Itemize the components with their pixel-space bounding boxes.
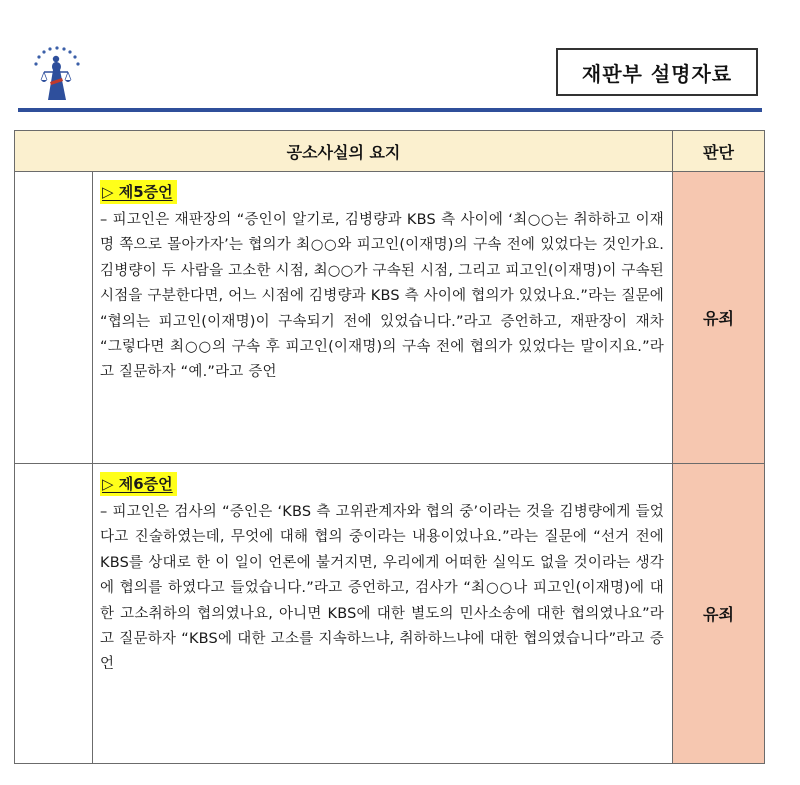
header-divider [18,108,762,112]
verdict-cell: 유죄 [673,172,765,464]
section-title: ▷ 제6증언 [100,472,177,496]
court-emblem-icon [26,42,86,104]
testimony-text: – 피고인은 검사의 “증인은 ‘KBS 측 고위관계자와 협의 중’이라는 것을 김병량에게 들었다고 진술하였는데, 무엇에 대해 협의 중이라는 내용이었나요.”라는 질문에 “선거 전에 KBS를 상대로 한 이 일이 언론에 불거지면, 우리에게 어떠한 실익도 없을 것이라는 생각에 협의를 하였다고 들었습니다.”라고 증언하고, 검사가 “최○○나 피고인(이재명)에 대한 고소취하의 협의였나요, 아니면 KBS에 대한 별도의 민사소송에 대한 협의였나요”라고 질문하자 “KBS에 대한 고소를 지속하느냐, 취하하느냐에 대한 협의였습니다”라고 증언 [100,504,665,673]
document-label-box [556,48,758,96]
table-row [15,172,765,464]
indictment-summary-table [14,130,765,764]
header-summary: 공소사실의 요지 [15,131,673,172]
verdict-cell: 유죄 [673,464,765,764]
header-judgment: 판단 [673,131,765,172]
section-title: ▷ 제5증언 [100,180,177,204]
summary-cell [93,464,673,764]
table-row [15,464,765,764]
testimony-text: – 피고인은 재판장의 “증인이 알기로, 김병량과 KBS 측 사이에 ‘최○○는 취하하고 이재명 쪽으로 몰아가자’는 협의가 최○○와 피고인(이재명)의 구속 전에 있었다는 것인가요. 김병량이 두 사람을 고소한 시점, 최○○가 구속된 시점, 그리고 피고인(이재명)이 구속된 시점을 구분한다면, 어느 시점에 김병량과 KBS 측 사이에 협의가 있었나요.”라는 질문에 “협의는 피고인(이재명)이 구속되기 전에 있었습니다.”라고 증언하고, 재판장이 재차 “그렇다면 최○○의 구속 후 피고인(이재명)의 구속 전에 협의가 있었다는 말이지요.”라고 질문하자 “예.”라고 증언 [100,212,665,381]
row-margin-cell [15,172,93,464]
row-margin-cell [15,464,93,764]
table-header-row [15,131,765,172]
document-label: 재판부 설명자료 [581,61,733,86]
summary-cell [93,172,673,464]
